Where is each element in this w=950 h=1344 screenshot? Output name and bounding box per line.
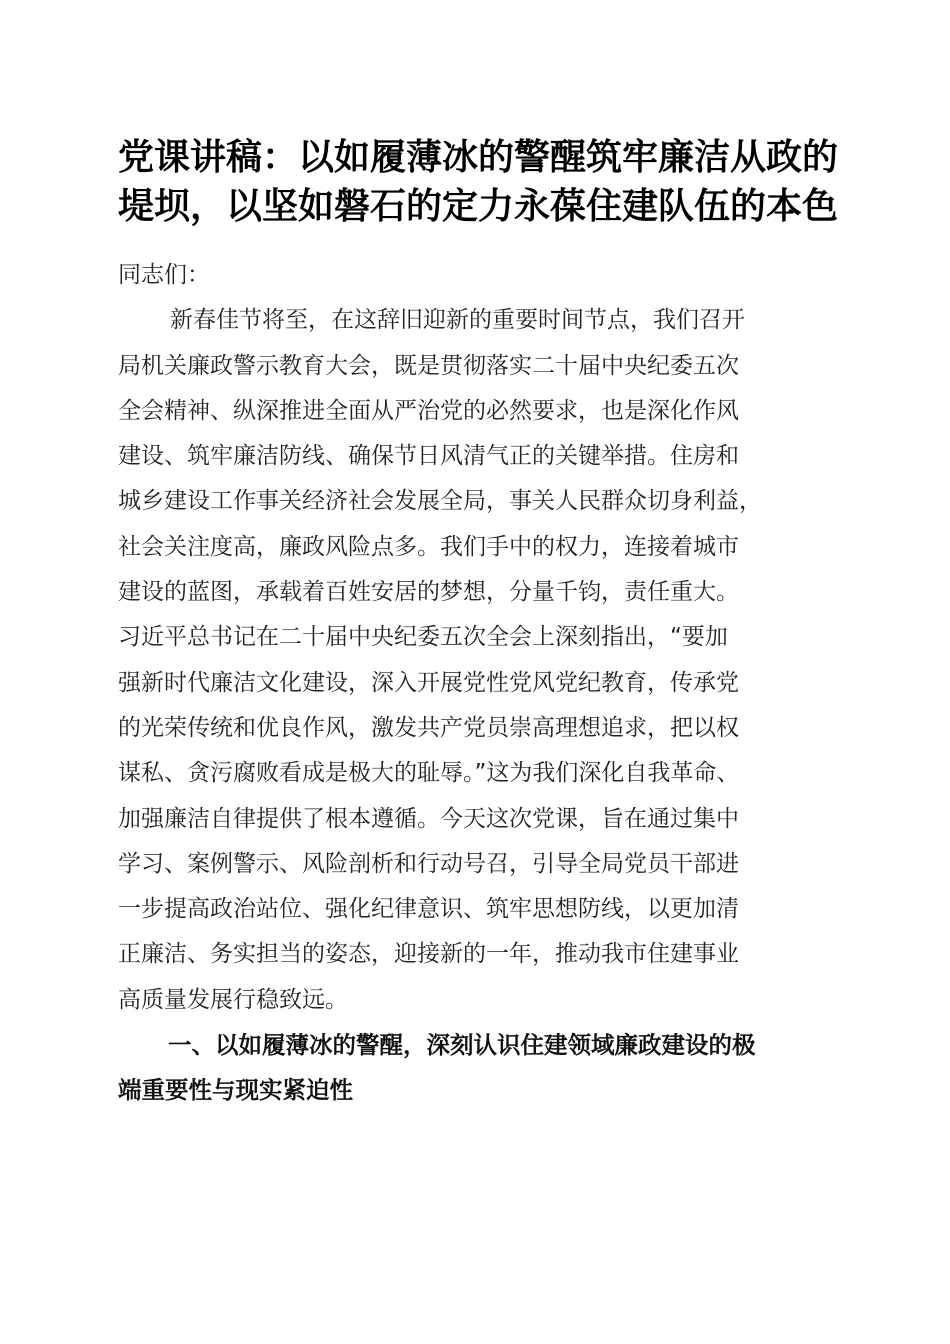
- paragraph-line: 社会关注度高，廉政风险点多。我们手中的权力，连接着城市: [118, 533, 739, 560]
- paragraph-line: 正廉洁、务实担当的姿态，迎接新的一年，推动我市住建事业: [118, 941, 739, 968]
- paragraph-line: 一步提高政治站位、强化纪律意识、筑牢思想防线，以更加清: [118, 896, 739, 923]
- paragraph-line: 高质量发展行稳致远。: [118, 986, 348, 1013]
- paragraph-line: 加强廉洁自律提供了根本遵循。今天这次党课，旨在通过集中: [118, 805, 739, 832]
- paragraph-line: 局机关廉政警示教育大会，既是贯彻落实二十届中央纪委五次: [118, 352, 739, 379]
- document-title: [118, 133, 838, 231]
- paragraph-line: 城乡建设工作事关经济社会发展全局，事关人民群众切身利益，: [118, 488, 762, 515]
- section-heading: [118, 1023, 838, 1114]
- paragraph-line: 建设的蓝图，承载着百姓安居的梦想，分量千钧，责任重大。: [118, 579, 739, 606]
- section-heading-line-2: 端重要性与现实紧迫性: [118, 1076, 353, 1105]
- paragraph-line: 建设、筑牢廉洁防线、确保节日风清气正的关键举措。住房和: [118, 443, 739, 470]
- section-heading-line-1: 一、以如履薄冰的警醒，深刻认识住建领域廉政建设的极: [168, 1031, 756, 1060]
- paragraph-line: 新春佳节将至，在这辞旧迎新的重要时间节点，我们召开: [170, 307, 745, 334]
- document-body: [118, 253, 838, 1114]
- title-line-1: 党课讲稿：以如履薄冰的警醒筑牢廉洁从政的: [118, 136, 839, 178]
- paragraph-line: 全会精神、纵深推进全面从严治党的必然要求，也是深化作风: [118, 397, 739, 424]
- salutation: 同志们：: [118, 262, 210, 288]
- paragraph-line: 强新时代廉洁文化建设，深入开展党性党风党纪教育，传承党: [118, 669, 739, 696]
- opening-paragraph: [118, 298, 838, 1023]
- title-line-2: 堤坝，以坚如磐石的定力永葆住建队伍的本色: [118, 185, 839, 227]
- paragraph-line: 的光荣传统和优良作风，激发共产党员崇高理想追求，把以权: [118, 714, 739, 741]
- paragraph-line: 习近平总书记在二十届中央纪委五次全会上深刻指出，“要加: [118, 624, 728, 651]
- paragraph-line: 学习、案例警示、风险剖析和行动号召，引导全局党员干部进: [118, 850, 739, 877]
- paragraph-line: 谋私、贪污腐败看成是极大的耻辱。”这为我们深化自我革命、: [118, 760, 740, 787]
